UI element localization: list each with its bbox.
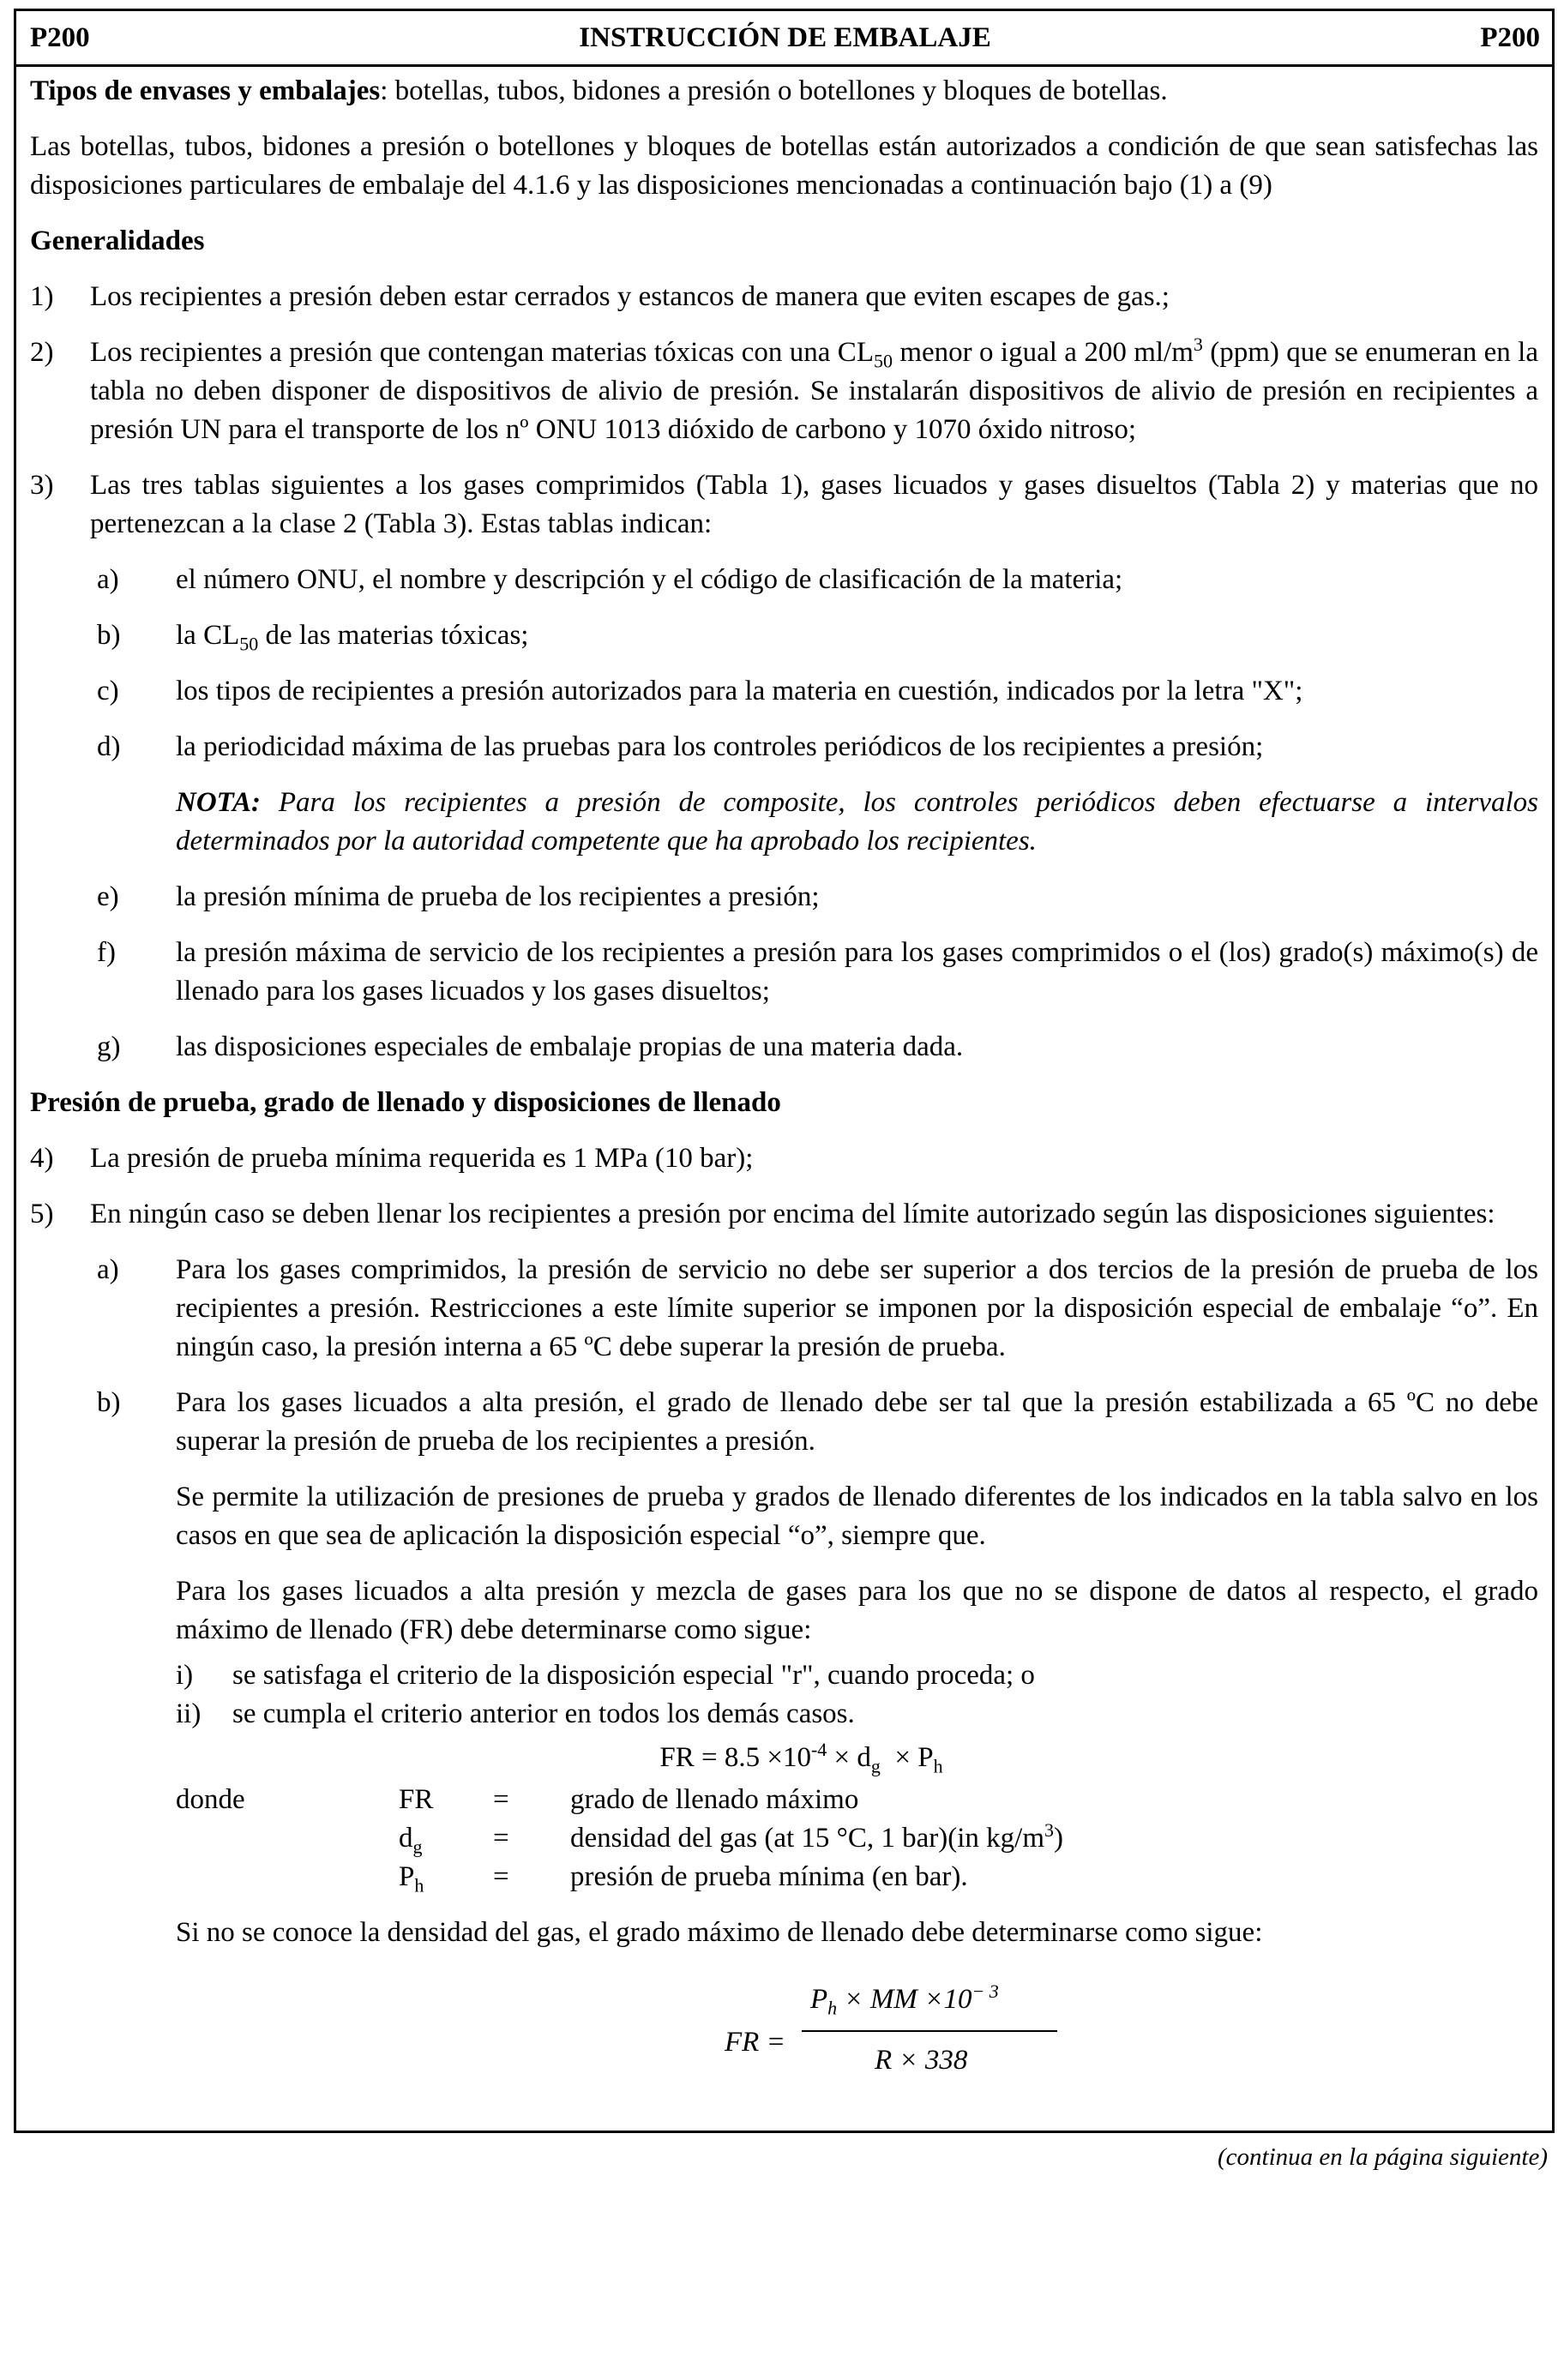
symbol-base: P: [399, 1861, 415, 1892]
formula1-exponent: -4: [810, 1739, 827, 1760]
item-3-number: 3): [30, 470, 54, 501]
numerator-exponent: − 3: [971, 1980, 999, 2002]
header-code-left: P200: [30, 21, 90, 53]
item-5-text: En ningún caso se deben llenar los recipientes a presión por encima del límite autorizado según las disposiciones siguientes:: [90, 1199, 1495, 1229]
item-5a-letter: a): [97, 1254, 119, 1285]
nota-paragraph: [30, 784, 1538, 861]
symbol-subscript: h: [414, 1874, 424, 1896]
nota-label: NOTA:: [176, 787, 261, 818]
item-5-number: 5): [30, 1199, 54, 1229]
definitions-table: [30, 1781, 1538, 1896]
symbol-subscript: g: [412, 1836, 423, 1858]
item-3a-letter: a): [97, 564, 119, 595]
cl50-subscript: 50: [873, 350, 893, 372]
formula1-sub-g: g: [870, 1755, 881, 1777]
item-3e: [30, 878, 1538, 917]
item-3a-text: el número ONU, el nombre y descripción y el código de clasificación de la materia;: [176, 564, 1123, 595]
item-4-text: La presión de prueba mínima requerida es 1 MPa (10 bar);: [90, 1143, 754, 1174]
definition-symbol: [399, 1819, 493, 1858]
donde-label: donde: [176, 1784, 245, 1815]
autorizados-paragraph: Las botellas, tubos, bidones a presión o botellones y bloques de botellas están autorizados a condición de que sean satisfechas las disposiciones particulares de embalaje del 4.1.6 y las disposiciones mencionadas a continuación bajo (1) a (9): [30, 131, 1538, 201]
definition-equals: =: [493, 1784, 509, 1815]
item-3f-text: la presión máxima de servicio de los recipientes a presión para los gases comprimidos o el (los) grado(s) máximo(s) de llenado para los gases licuados y los gases disueltos;: [176, 937, 1538, 1007]
header-code-right: P200: [1480, 21, 1540, 53]
m3-superscript: 3: [1193, 334, 1203, 355]
tipos-paragraph: [30, 72, 1538, 111]
item-2-part2: menor o igual a 200 ml/m: [892, 337, 1194, 368]
instruction-body: [16, 67, 1552, 2131]
header-title: INSTRUCCIÓN DE EMBALAJE: [579, 21, 991, 53]
item-2-number: 2): [30, 337, 54, 368]
item-3g-text: las disposiciones especiales de embalaje propias de una materia dada.: [176, 1031, 964, 1062]
presion-heading: Presión de prueba, grado de llenado y disposiciones de llenado: [30, 1087, 781, 1118]
formula2-lhs: FR =: [725, 2027, 785, 2058]
item-3f-letter: f): [97, 937, 116, 968]
item-1: [30, 278, 1538, 316]
item-5a: [30, 1251, 1538, 1367]
fraction-bar: [802, 2030, 1057, 2032]
formula1-part-c: × P: [880, 1742, 934, 1773]
item-3g-letter: g): [97, 1031, 121, 1062]
item-4-number: 4): [30, 1143, 54, 1174]
formula-fr-molar-mass: [30, 1976, 1538, 2105]
item-5a-text: Para los gases comprimidos, la presión de servicio no debe ser superior a dos tercios de la presión de prueba de los recipientes a presión. Restricciones a este límite superior se imponen por la disposición especial de embalaje “o”. En ningún caso, la presión interna a 65 ºC debe superar la presión de prueba.: [176, 1254, 1538, 1362]
definition-description: presión de prueba mínima (en bar).: [570, 1861, 968, 1892]
item-5b-paragraph-3: Para los gases licuados a alta presión y mezcla de gases para los que no se dispone de datos al respecto, el grado máximo de llenado (FR) debe determinarse como sigue:: [176, 1576, 1538, 1645]
instruction-frame: [14, 9, 1555, 2133]
item-5b-ii-label: ii): [176, 1698, 202, 1729]
definition-row: [176, 1781, 1538, 1819]
description-text: densidad del gas (at 15 °C, 1 bar)(in kg/m: [570, 1823, 1044, 1854]
item-3d: [30, 728, 1538, 766]
item-3g: [30, 1028, 1538, 1067]
definition-description: [570, 1819, 1063, 1858]
item-3e-letter: e): [97, 881, 119, 912]
definition-description: grado de llenado máximo: [570, 1784, 859, 1815]
nota-text: Para los recipientes a presión de composite, los controles periódicos deben efectuarse a intervalos determinados por la autoridad competente que ha aprobado los recipientes.: [176, 787, 1538, 856]
item-3d-text: la periodicidad máxima de las pruebas para los controles periódicos de los recipientes a presión;: [176, 731, 1264, 762]
formula1-part-a: FR = 8.5 ×10: [659, 1742, 811, 1773]
item-1-number: 1): [30, 281, 54, 312]
definition-spacer: [176, 1819, 399, 1858]
generalidades-heading: Generalidades: [30, 225, 205, 256]
definition-equals: =: [493, 1823, 509, 1854]
item-3d-letter: d): [97, 731, 121, 762]
item-5b-i: [30, 1656, 1538, 1695]
cl50-subscript: 50: [239, 633, 259, 655]
item-3b-letter: b): [97, 620, 121, 651]
definition-symbol: [399, 1858, 493, 1896]
item-3f: [30, 934, 1538, 1011]
description-end: ): [1054, 1823, 1063, 1854]
item-3a: [30, 561, 1538, 599]
item-3b-text: [176, 616, 1538, 655]
item-3c-text: los tipos de recipientes a presión autorizados para la materia en cuestión, indicados por la letra "X";: [176, 676, 1303, 706]
item-2: [30, 334, 1538, 449]
description-superscript: 3: [1044, 1819, 1054, 1841]
item-2-part1: Los recipientes a presión que contengan materias tóxicas con una CL: [90, 337, 874, 368]
tipos-label: Tipos de envases y embalajes: [30, 75, 381, 106]
item-5b-paragraph-2: Se permite la utilización de presiones de prueba y grados de llenado diferentes de los indicados en la tabla salvo en los casos en que sea de aplicación la disposición especial “o”, siempre que.: [176, 1481, 1538, 1551]
numerator-p: P: [810, 1984, 828, 2015]
item-3b-part1: la CL: [176, 620, 240, 651]
continued-footer: (continua en la página siguiente): [1218, 2143, 1548, 2171]
item-3-text: Las tres tablas siguientes a los gases comprimidos (Tabla 1), gases licuados y gases disueltos (Tabla 2) y materias que no pertenezcan a la clase 2 (Tabla 3). Estas tablas indican:: [90, 470, 1538, 539]
formula-fr-density: [30, 1739, 1538, 1777]
item-2-part3: (ppm) que se enumeran en la tabla no deben disponer de dispositivos de alivio de presión. Se instalarán dispositivos de alivio de presión en recipientes a presión UN para el transporte de los nº ONU 1013 dióxido de carbono y 1070 óxido nitroso;: [90, 337, 1538, 445]
definition-spacer: [176, 1858, 399, 1896]
formula2-numerator: [810, 1980, 999, 2019]
item-5b-i-label: i): [176, 1660, 194, 1691]
item-3e-text: la presión mínima de prueba de los recipientes a presión;: [176, 881, 820, 912]
item-3b-part2: de las materias tóxicas;: [258, 620, 529, 651]
item-3c: [30, 672, 1538, 711]
item-5b-ii: [30, 1695, 1538, 1734]
item-5b-letter: b): [97, 1387, 121, 1418]
definition-row: [176, 1858, 1538, 1896]
formula2-denominator: R × 338: [875, 2045, 968, 2076]
item-3b: [30, 616, 1538, 655]
formula1-part-b: × d: [827, 1742, 871, 1773]
symbol-base: d: [399, 1823, 413, 1854]
item-5b-ii-text: se cumpla el criterio anterior en todos los demás casos.: [232, 1698, 855, 1729]
definition-row: [176, 1819, 1538, 1858]
item-4: [30, 1139, 1538, 1178]
definition-symbol: FR: [399, 1784, 434, 1815]
item-5b: [30, 1384, 1538, 1461]
numerator-rest: × MM ×10: [837, 1984, 972, 2015]
formula1-sub-h: h: [933, 1755, 943, 1777]
item-5: [30, 1195, 1538, 1234]
item-5b-text: Para los gases licuados a alta presión, el grado de llenado debe ser tal que la presión estabilizada a 65 ºC no debe superar la presión de prueba de los recipientes a presión.: [176, 1387, 1538, 1457]
numerator-sub-h: h: [827, 1997, 838, 2019]
item-3c-letter: c): [97, 676, 119, 706]
tipos-text: : botellas, tubos, bidones a presión o botellones y bloques de botellas.: [380, 75, 1168, 106]
item-2-text: [90, 334, 1538, 449]
unknown-density-paragraph: Si no se conoce la densidad del gas, el grado máximo de llenado debe determinarse como sigue:: [176, 1917, 1263, 1948]
instruction-header: [16, 11, 1552, 67]
definition-equals: =: [493, 1861, 509, 1892]
item-1-text: Los recipientes a presión deben estar cerrados y estancos de manera que eviten escapes de gas.;: [90, 281, 1170, 312]
item-5b-i-text: se satisfaga el criterio de la disposición especial "r", cuando proceda; o: [232, 1660, 1035, 1691]
item-3: [30, 466, 1538, 544]
page: [14, 9, 1555, 2172]
